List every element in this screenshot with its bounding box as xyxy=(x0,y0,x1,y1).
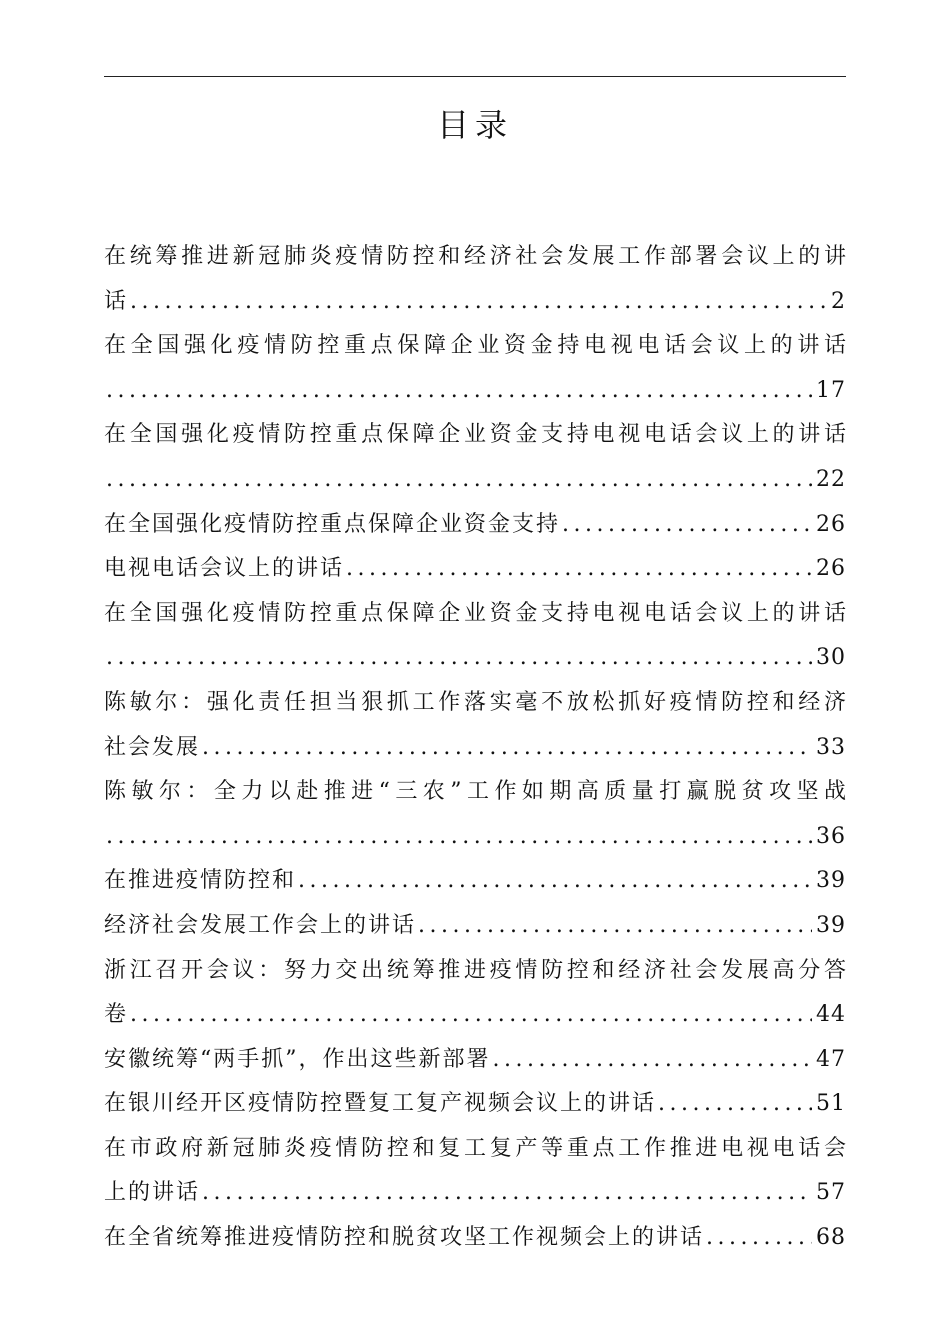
toc-leader-dots xyxy=(346,547,812,592)
toc-entry[interactable] xyxy=(104,949,846,1038)
toc-entry-title: 在全国强化疫情防控重点保障企业资金持电视电话会议上的讲话 xyxy=(104,333,846,359)
toc-page-number: 30 xyxy=(816,645,846,671)
toc-entry[interactable] xyxy=(104,1216,846,1261)
toc-page-number: 51 xyxy=(816,1091,846,1117)
toc-page-number: 22 xyxy=(816,466,846,492)
toc-leader-dots xyxy=(562,503,812,548)
toc-entry-title: 在全国强化疫情防控重点保障企业资金支持 xyxy=(104,511,561,537)
toc-leader-dots xyxy=(106,369,812,414)
toc-entry[interactable] xyxy=(104,1082,846,1127)
toc-entry-title: 在全国强化疫情防控重点保障企业资金支持电视电话会议上的讲话 xyxy=(104,600,846,626)
toc-entry[interactable] xyxy=(104,1127,846,1216)
toc-page-number: 2 xyxy=(831,288,846,314)
toc-entry-title: 陈敏尔：全力以赴推进“三农”工作如期高质量打赢脱贫攻坚战 xyxy=(104,779,846,805)
toc-entry[interactable] xyxy=(104,547,846,592)
toc-page-number: 26 xyxy=(816,556,846,582)
toc-entry[interactable] xyxy=(104,235,846,324)
toc-entry[interactable] xyxy=(104,681,846,770)
toc-page-number: 39 xyxy=(816,868,846,894)
toc-leader-dots xyxy=(418,904,812,949)
toc-page-number: 39 xyxy=(816,912,846,938)
toc-leader-dots xyxy=(202,726,812,771)
toc-entry-title: 陈敏尔：强化责任担当狠抓工作落实毫不放松抓好疫情防控和经济 xyxy=(104,689,846,715)
toc-leader-dots xyxy=(706,1216,812,1261)
toc-entry-title-continued: 卷 xyxy=(104,1002,129,1028)
toc-page-number: 33 xyxy=(816,734,846,760)
toc-leader-dots xyxy=(130,993,812,1038)
toc-entry-title: 在统筹推进新冠肺炎疫情防控和经济社会发展工作部署会议上的讲 xyxy=(104,244,846,269)
toc-leader-dots xyxy=(298,859,812,904)
toc-entry-title: 浙江召开会议：努力交出统筹推进疫情防控和经济社会发展高分答 xyxy=(104,957,846,983)
toc-entry-title: 在银川经开区疫情防控暨复工复产视频会议上的讲话 xyxy=(104,1091,657,1117)
toc-entry-title: 电视电话会议上的讲话 xyxy=(104,556,345,582)
toc-page-number: 44 xyxy=(816,1002,846,1028)
toc-entry[interactable] xyxy=(104,592,846,681)
toc-entry-title: 在全省统筹推进疫情防控和脱贫攻坚工作视频会上的讲话 xyxy=(104,1225,705,1251)
toc-entry[interactable] xyxy=(104,770,846,859)
toc-entry[interactable] xyxy=(104,324,846,413)
toc-entry[interactable] xyxy=(104,1038,846,1083)
toc-entry[interactable] xyxy=(104,413,846,502)
toc-leader-dots xyxy=(106,636,812,681)
toc-entry-title: 安徽统筹“两手抓”，作出这些新部署 xyxy=(104,1046,491,1072)
toc-leader-dots xyxy=(202,1171,812,1216)
toc-entry[interactable] xyxy=(104,859,846,904)
toc-entry[interactable] xyxy=(104,503,846,548)
toc-leader-dots xyxy=(493,1038,813,1083)
page-title: 目录 xyxy=(436,106,513,144)
toc-entry-title-continued: 社会发展 xyxy=(104,734,201,760)
toc-page-number: 68 xyxy=(816,1225,846,1251)
toc-page-number: 17 xyxy=(816,377,846,403)
toc-entry-title: 在市政府新冠肺炎疫情防控和复工复产等重点工作推进电视电话会 xyxy=(104,1135,846,1161)
table-of-contents xyxy=(104,235,846,1261)
toc-leader-dots xyxy=(130,280,827,325)
header-rule xyxy=(104,76,846,77)
toc-entry-title: 经济社会发展工作会上的讲话 xyxy=(104,912,417,938)
toc-leader-dots xyxy=(106,458,812,503)
toc-entry[interactable] xyxy=(104,904,846,949)
toc-leader-dots xyxy=(106,815,812,860)
toc-entry-title-continued: 话 xyxy=(104,288,129,314)
toc-page-number: 57 xyxy=(816,1180,846,1206)
toc-page-number: 47 xyxy=(816,1046,846,1072)
toc-page-number: 36 xyxy=(816,823,846,849)
toc-leader-dots xyxy=(658,1082,812,1127)
toc-entry-title-continued: 上的讲话 xyxy=(104,1180,201,1206)
toc-entry-title: 在推进疫情防控和 xyxy=(104,868,297,894)
toc-page-number: 26 xyxy=(816,511,846,537)
toc-entry-title: 在全国强化疫情防控重点保障企业资金支持电视电话会议上的讲话 xyxy=(104,422,846,448)
